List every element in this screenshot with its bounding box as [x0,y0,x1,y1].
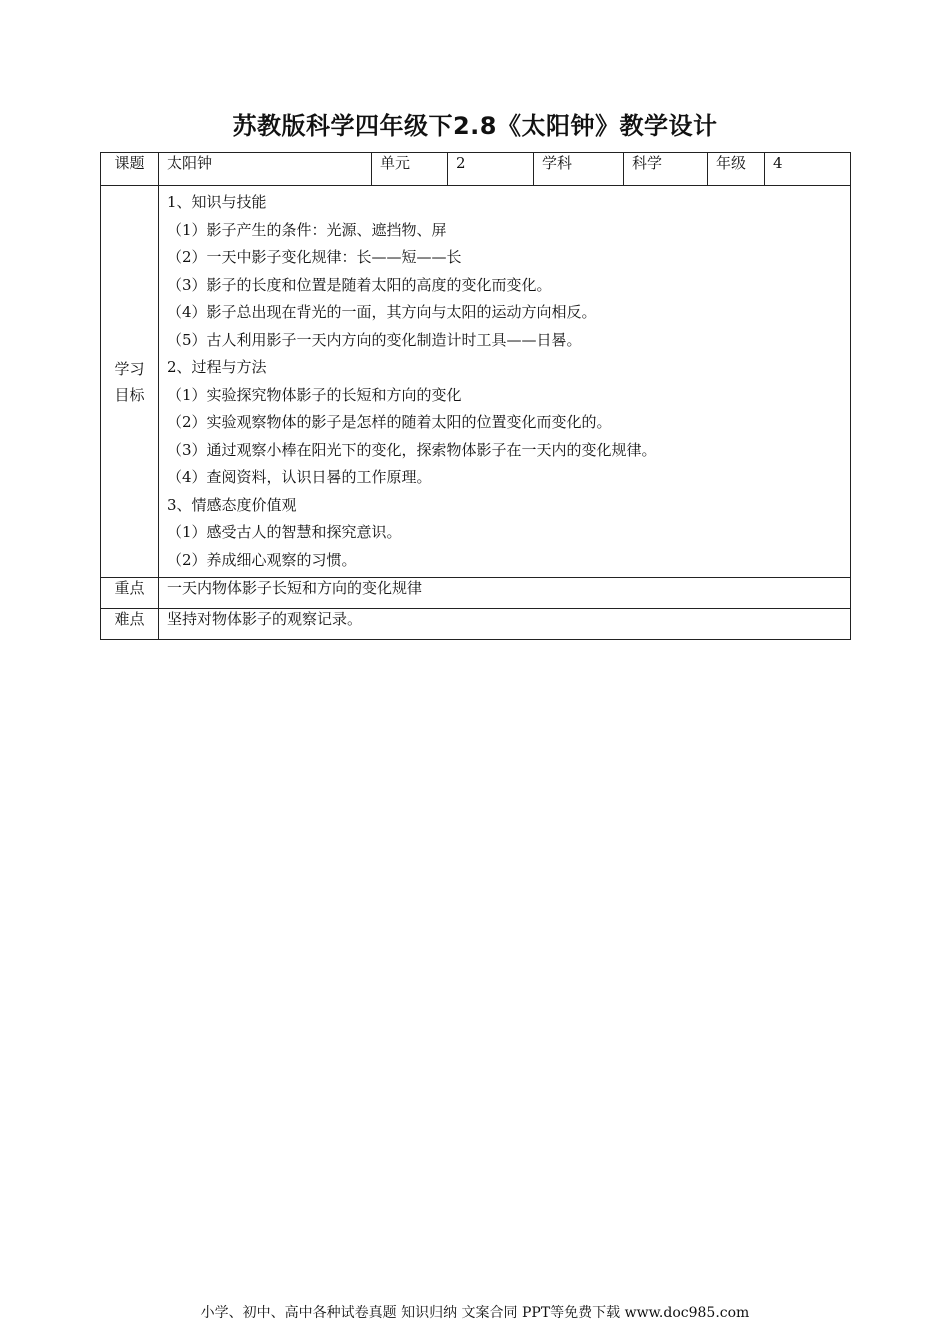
goal-line: （5）古人利用影子一天内方向的变化制造计时工具——日晷。 [167,330,582,349]
goals-content [159,186,851,578]
topic-label: 课题 [101,153,159,186]
key-point-value: 一天内物体影子长短和方向的变化规律 [159,578,851,609]
goal-line: （2）一天中影子变化规律：长——短——长 [167,248,462,266]
topic-value: 太阳钟 [159,153,372,186]
goal-line: （3）影子的长度和位置是随着太阳的高度的变化而变化。 [167,275,552,294]
goal-line: （1）感受古人的智慧和探究意识。 [167,523,402,541]
goal-line: （4）影子总出现在背光的一面，其方向与太阳的运动方向相反。 [167,303,597,321]
goal-line: （1）实验探究物体影子的长短和方向的变化 [167,385,462,404]
subject-value: 科学 [624,153,708,186]
goal-line: 2、过程与方法 [167,358,267,376]
goal-line: （3）通过观察小棒在阳光下的变化，探索物体影子在一天内的变化规律。 [167,440,657,459]
document-title: 苏教版科学四年级下2.8《太阳钟》教学设计 [232,112,718,140]
key-point-label: 重点 [101,578,159,609]
goal-line: （2）实验观察物体的影子是怎样的随着太阳的位置变化而变化的。 [167,413,612,431]
unit-value: 2 [448,153,534,186]
goals-label-line2: 目标 [114,385,145,404]
goals-label-line1: 学习 [114,359,145,378]
page-footer: 小学、初中、高中各种试卷真题 知识归纳 文案合同 PPT等免费下载 www.doc985.com [200,1305,750,1321]
goal-line: （2）养成细心观察的习惯。 [167,550,357,569]
difficulty-label: 难点 [101,609,159,640]
goal-line: 3、情感态度价值观 [167,495,297,514]
key-point-row [101,578,851,609]
grade-value: 4 [765,153,851,186]
goal-line: （1）影子产生的条件：光源、遮挡物、屏 [167,220,447,239]
goals-row [101,186,851,578]
goal-line: 1、知识与技能 [167,193,267,211]
grade-label: 年级 [708,153,765,186]
goals-label [101,186,159,578]
lesson-plan-table [100,152,851,640]
goal-line: （4）查阅资料，认识日晷的工作原理。 [167,468,432,486]
difficulty-value: 坚持对物体影子的观察记录。 [159,609,851,640]
header-row [101,153,851,186]
subject-label: 学科 [534,153,624,186]
unit-label: 单元 [372,153,448,186]
difficulty-row [101,609,851,640]
